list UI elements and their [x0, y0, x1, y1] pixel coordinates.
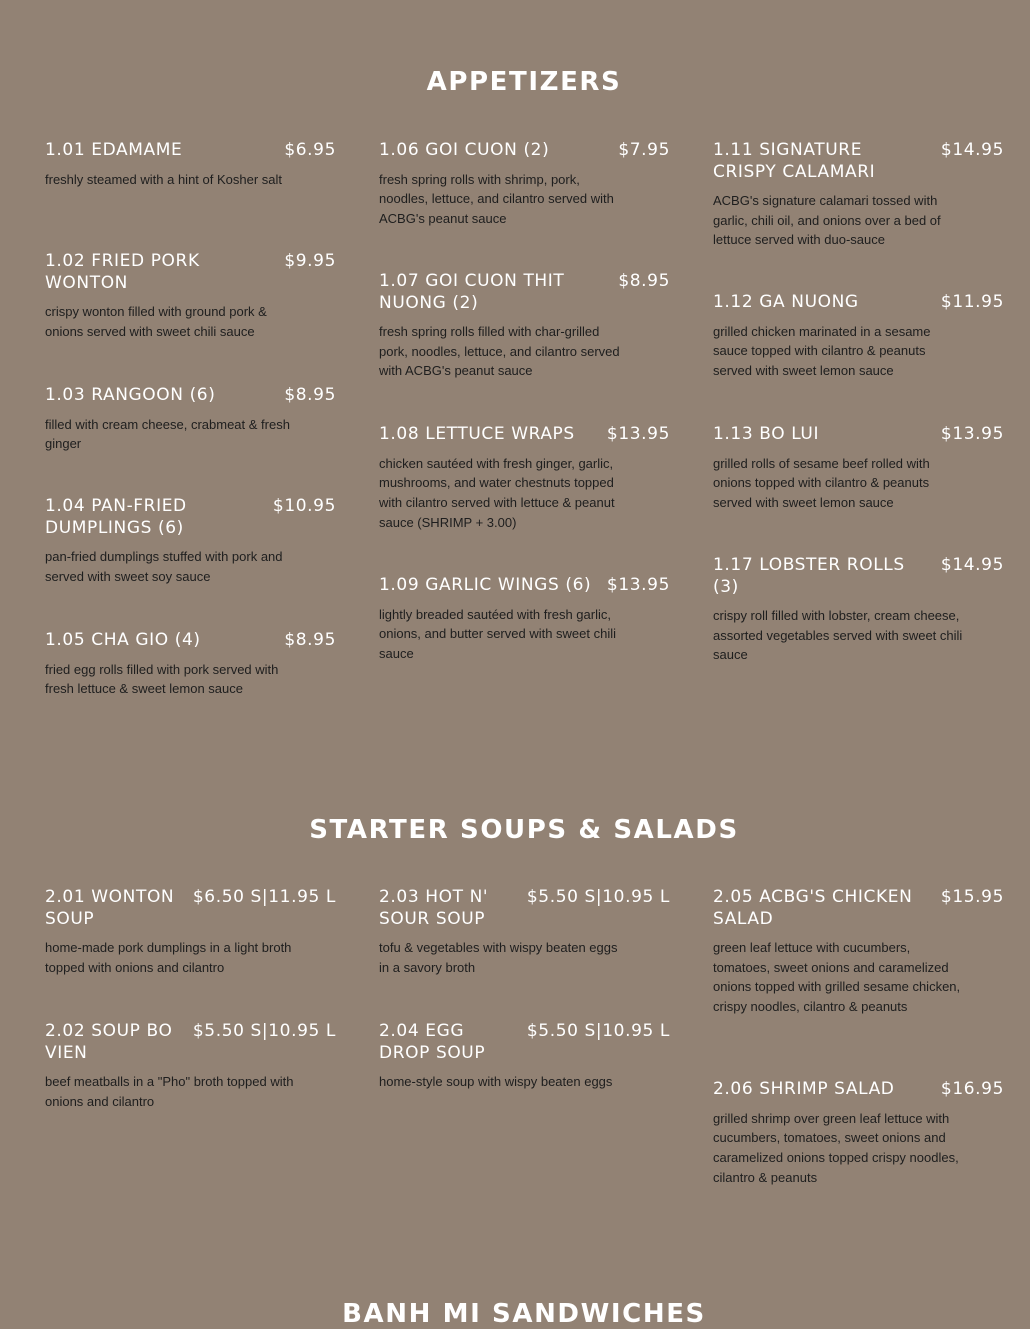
menu-item: [45, 140, 336, 189]
menu-item: [45, 385, 336, 454]
item-description: home-style soup with wispy beaten eggs: [379, 1074, 613, 1089]
menu-item: [379, 140, 670, 229]
item-description: lightly breaded sautéed with fresh garlic, onions, and butter served with sweet chili sauce: [379, 606, 617, 661]
item-price: $6.95: [284, 140, 336, 160]
item-description: pan-fried dumplings stuffed with pork and served with sweet soy sauce: [45, 549, 283, 584]
menu-item: [713, 292, 1004, 381]
section-title-banh-mi: BANH MI SANDWICHES: [342, 1299, 706, 1329]
item-description: crispy wonton filled with ground pork & onions served with sweet chili sauce: [45, 304, 267, 339]
item-price: $11.95: [940, 292, 1004, 312]
item-description: chicken sautéed with fresh ginger, garlic, mushrooms, and water chestnuts topped with cilantro served with lettuce & peanut sauce (SHRIMP + 3.00): [379, 455, 615, 530]
item-name: 2.05 ACBG'S CHICKEN SALAD: [713, 887, 913, 929]
item-name: 1.13 BO LUI: [713, 424, 820, 444]
item-name: 1.02 FRIED PORK WONTON: [45, 251, 200, 293]
menu-item: [379, 271, 670, 381]
item-name: 1.04 PAN-FRIED DUMPLINGS (6): [45, 496, 187, 538]
item-description: beef meatballs in a "Pho" broth topped with onions and cilantro: [45, 1074, 294, 1109]
item-name: 1.11 SIGNATURE CRISPY CALAMARI: [713, 140, 876, 182]
item-name: 2.03 HOT N' SOUR SOUP: [379, 887, 489, 929]
item-name: 1.05 CHA GIO (4): [45, 630, 201, 650]
item-name: 2.01 WONTON SOUP: [45, 887, 175, 929]
item-price: $8.95: [618, 271, 670, 291]
menu-item: [45, 1021, 336, 1111]
item-name: 1.09 GARLIC WINGS (6): [379, 575, 592, 595]
item-price: $13.95: [940, 424, 1004, 444]
item-name: 2.04 EGG DROP SOUP: [379, 1021, 486, 1063]
item-price: $9.95: [284, 251, 336, 271]
menu-item: [45, 630, 336, 699]
item-description: tofu & vegetables with wispy beaten eggs in a savory broth: [379, 940, 618, 975]
menu-item: [45, 251, 336, 341]
item-name: 1.08 LETTUCE WRAPS: [379, 424, 575, 444]
item-name: 1.06 GOI CUON (2): [379, 140, 550, 160]
item-price: $14.95: [940, 140, 1004, 160]
item-description: fresh spring rolls with shrimp, pork, noodles, lettuce, and cilantro served with ACBG's peanut sauce: [379, 171, 614, 226]
menu-item: [379, 424, 670, 532]
section-title-appetizers: APPETIZERS: [426, 67, 622, 97]
item-price: $5.50 S|10.95 L: [192, 1021, 336, 1041]
menu-item: [379, 1021, 670, 1092]
menu-item: [45, 887, 336, 977]
item-price: $15.95: [940, 887, 1004, 907]
item-name: 2.02 SOUP BO VIEN: [45, 1021, 173, 1063]
item-name: 1.01 EDAMAME: [45, 140, 183, 160]
menu-item: [379, 887, 670, 977]
menu-item: [713, 887, 1004, 1017]
item-description: ACBG's signature calamari tossed with garlic, chili oil, and onions over a bed of lettuce served with duo-sauce: [713, 193, 941, 248]
item-name: 1.03 RANGOON (6): [45, 385, 216, 405]
item-price: $8.95: [284, 630, 336, 650]
item-price: $7.95: [618, 140, 670, 160]
item-name: 2.06 SHRIMP SALAD: [713, 1079, 895, 1099]
item-description: grilled chicken marinated in a sesame sauce topped with cilantro & peanuts served with sweet lemon sauce: [713, 323, 931, 378]
section-title-soups-salads: STARTER SOUPS & SALADS: [309, 815, 739, 845]
menu-item: [379, 575, 670, 664]
item-price: $13.95: [606, 424, 670, 444]
menu-item: [713, 1079, 1004, 1187]
item-description: crispy roll filled with lobster, cream cheese, assorted vegetables served with sweet chili sauce: [713, 608, 963, 663]
item-description: fresh spring rolls filled with char-grilled pork, noodles, lettuce, and cilantro served with ACBG's peanut sauce: [379, 324, 620, 379]
item-name: 1.07 GOI CUON THIT NUONG (2): [379, 271, 565, 313]
menu-item: [713, 555, 1004, 665]
item-description: filled with cream cheese, crabmeat & fresh ginger: [45, 416, 290, 452]
item-price: $10.95: [272, 496, 336, 516]
menu-item: [713, 424, 1004, 513]
item-price: $16.95: [940, 1079, 1004, 1099]
item-price: $14.95: [940, 555, 1004, 575]
item-price: $13.95: [606, 575, 670, 595]
item-description: green leaf lettuce with cucumbers, tomatoes, sweet onions and caramelized onions topped with grilled sesame chicken, crispy noodles, cilantro & peanuts: [713, 940, 961, 1015]
menu-item: [713, 140, 1004, 250]
item-description: grilled rolls of sesame beef rolled with onions topped with cilantro & peanuts served with sweet lemon sauce: [713, 455, 930, 510]
menu-item: [45, 496, 336, 586]
item-name: 1.17 LOBSTER ROLLS (3): [713, 555, 905, 597]
item-name: 1.12 GA NUONG: [713, 292, 859, 312]
item-description: home-made pork dumplings in a light broth topped with onions and cilantro: [45, 940, 292, 975]
item-price: $5.50 S|10.95 L: [526, 1021, 670, 1041]
item-price: $5.50 S|10.95 L: [526, 887, 670, 907]
item-price: $6.50 S|11.95 L: [192, 887, 336, 907]
item-description: fried egg rolls filled with pork served with fresh lettuce & sweet lemon sauce: [45, 661, 279, 697]
item-price: $8.95: [284, 385, 336, 405]
item-description: grilled shrimp over green leaf lettuce with cucumbers, tomatoes, sweet onions and caramelized onions topped crispy noodles, cilantro & peanuts: [713, 1110, 959, 1185]
item-description: freshly steamed with a hint of Kosher salt: [45, 171, 283, 187]
